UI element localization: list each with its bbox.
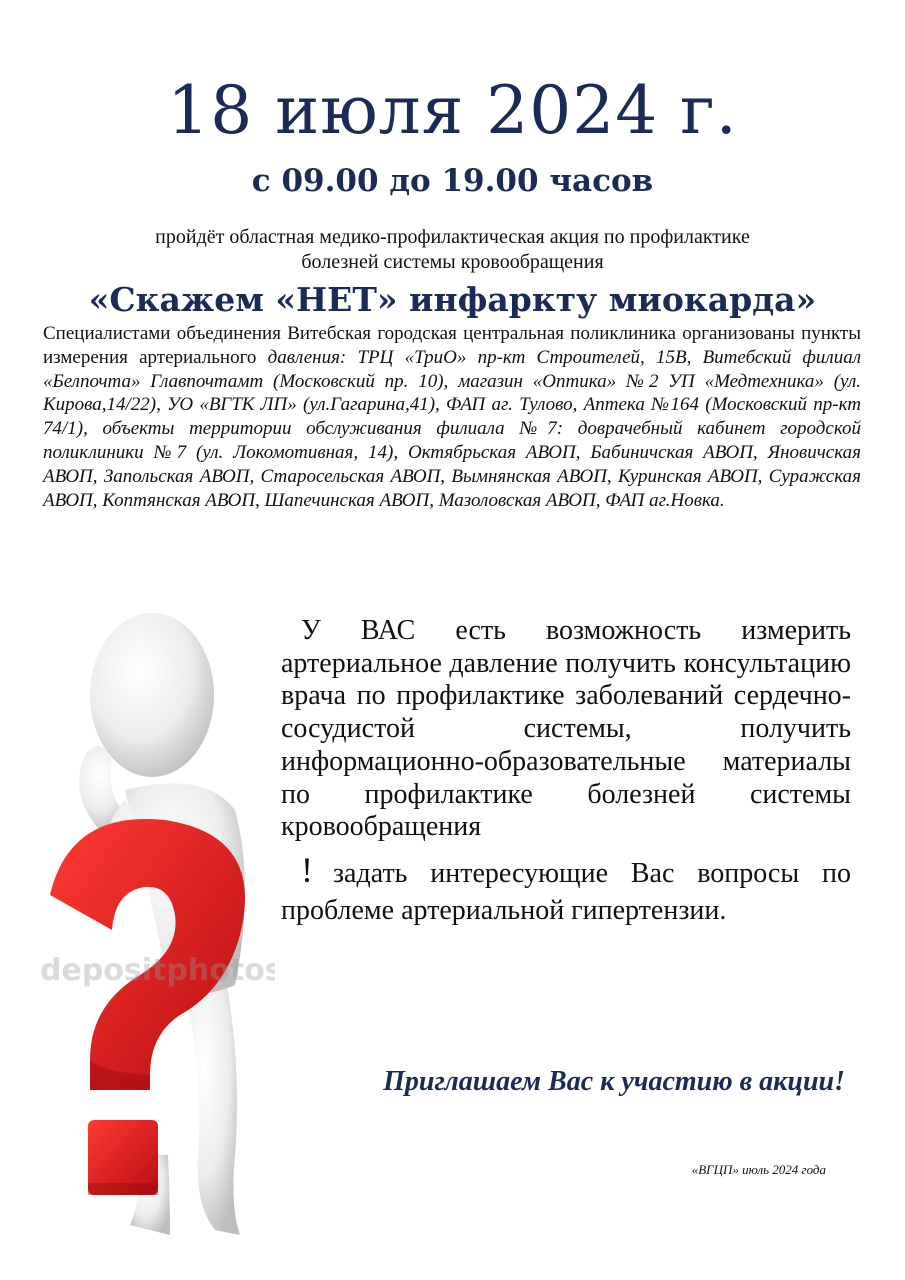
invitation-text: Приглашаем Вас к участию в акции! bbox=[383, 1066, 845, 1097]
intro-text bbox=[40, 225, 865, 275]
points-lead: Специалистами объединения Витебская городская центральная поликлиника организованы пункты измерения артериального bbox=[43, 323, 861, 368]
campaign-slogan: «Скажем «НЕТ» инфаркту миокарда» bbox=[88, 280, 817, 319]
question-text: задать интересующие Вас вопросы по проблеме артериальной гипертензии. bbox=[281, 858, 851, 926]
event-time: с 09.00 до 19.00 часов bbox=[251, 163, 654, 199]
info-message: У ВАС есть возможность измерить артериальное давление получить консультацию врача по профилактике заболеваний сердечно-сосудистой системы, получить информационно-образовательные материалы по профилактике болезней системы кровообращения bbox=[281, 615, 851, 843]
watermark-text: depositphotos bbox=[40, 953, 275, 988]
question-line bbox=[281, 852, 851, 929]
exclamation-mark: ! bbox=[301, 850, 313, 890]
points-list: давления: ТРЦ «ТриО» пр-кт Строителей, 15В, Витебский филиал «Белпочта» Главпочтамт (Московский пр. 10), магазин «Оптика» №2 УП «Медтехника» (ул. Кирова,14/22), УО «ВГТК ЛП» (ул.Гагарина,41), ФАП аг. Тулово, Аптека №164 (Московский пр-кт 74/1), объекты территории обслуживания филиала №7: доврачебный кабинет городской поликлиники №7 (ул. Локомотивная, 14), Октябрьская АВОП, Бабиничская АВОП, Яновичская АВОП, Запольская АВОП, Старосельская АВОП, Вымнянская АВОП, Куринская АВОП, Суражская АВОП, Коптянская АВОП, Шапечинская АВОП, Мазоловская АВОП, ФАП аг.Новка. bbox=[43, 346, 861, 511]
event-date: 18 июля 2024 г. bbox=[167, 72, 738, 149]
intro-line-2: болезней системы кровообращения bbox=[301, 251, 604, 273]
footer-signature: «ВГЦП» июль 2024 года bbox=[691, 1162, 826, 1177]
measurement-points-paragraph bbox=[43, 322, 861, 512]
thinking-person-question-mark-icon bbox=[30, 595, 275, 1245]
intro-line-1: пройдёт областная медико-профилактическая акция по профилактике bbox=[155, 226, 750, 248]
